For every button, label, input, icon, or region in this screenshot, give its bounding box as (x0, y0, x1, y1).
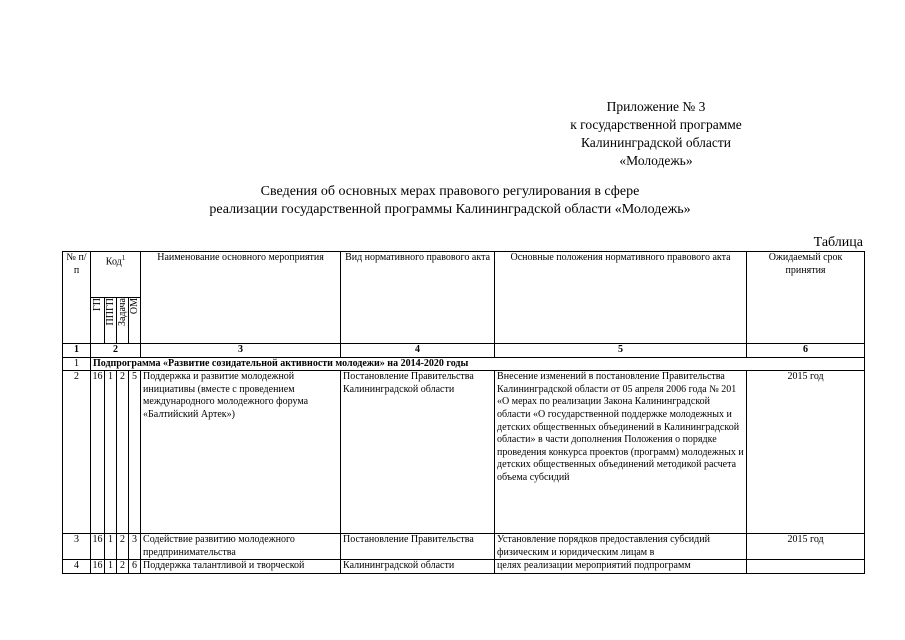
row-provisions: целях реализации мероприятий подпрограмм (495, 560, 747, 574)
footnote-mark: 1 (121, 254, 126, 262)
table-row (63, 560, 865, 574)
table-label: Таблица (813, 235, 863, 250)
subprogram-title: Подпрограмма «Развитие созидательной активности молодежи» на 2014-2020 годы (91, 357, 865, 371)
header-provisions: Основные положения нормативного правового акта (495, 252, 747, 344)
row-num: 3 (63, 534, 91, 560)
appendix-line: Калининградской области (580, 135, 732, 150)
row-measure-name: Поддержка и развитие молодежной инициативы (вместе с проведением международного молодежного форума «Балтийский Артек») (141, 371, 341, 534)
subprogram-row (63, 357, 865, 371)
row-act-type: Калининградской области (341, 560, 495, 574)
column-number: 5 (495, 344, 747, 358)
row-code: 2 (117, 534, 129, 560)
row-code: 1 (105, 534, 117, 560)
column-number: 3 (141, 344, 341, 358)
header-act-type: Вид нормативного правового акта (341, 252, 495, 344)
row-code: 1 (105, 560, 117, 574)
row-code: 5 (129, 371, 141, 534)
header-code (91, 252, 141, 298)
column-number: 2 (91, 344, 141, 358)
header-code-om (129, 298, 141, 344)
appendix-line: «Молодежь» (619, 153, 693, 168)
title-line: Сведения об основных мерах правового регулирования в сфере (260, 184, 640, 199)
title-line: реализации государственной программы Калининградской области «Молодежь» (209, 202, 691, 217)
header-num: № п/п (63, 252, 91, 344)
column-number: 6 (747, 344, 865, 358)
row-term: 2015 год (747, 534, 865, 560)
row-code: 1 (105, 371, 117, 534)
appendix-line: к государственной программе (570, 117, 742, 132)
row-act-type: Постановление Правительства Калининградской области (341, 371, 495, 534)
row-code: 3 (129, 534, 141, 560)
row-provisions: Внесение изменений в постановление Правительства Калининградской области от 05 апреля 2006 года № 201 «О мерах по реализации Закона Калининградской области «О государственной поддержке молодежных и детских общественных объединений в Калининградской области» в части дополнения Положения о порядке проведения конкурса проектов (программ) молодежных и детских общественных объединений методикой расчета объема субсидий (495, 371, 747, 534)
column-number: 1 (63, 344, 91, 358)
row-measure-name: Содействие развитию молодежного предпринимательства (141, 534, 341, 560)
header-code-ppgp (105, 298, 117, 344)
row-code: 16 (91, 560, 105, 574)
row-code: 2 (117, 371, 129, 534)
row-code: 6 (129, 560, 141, 574)
table-row (63, 371, 865, 534)
row-provisions: Установление порядков предоставления субсидий физическим и юридическим лицам в (495, 534, 747, 560)
document-title (150, 183, 750, 219)
row-term: 2015 год (747, 371, 865, 534)
header-code-task (117, 298, 129, 344)
header-code-sub: ППГП (105, 298, 116, 326)
column-number-row (63, 344, 865, 358)
header-code-sub: Задача (117, 298, 128, 327)
row-code: 2 (117, 560, 129, 574)
header-term: Ожидаемый срок принятия (747, 252, 865, 344)
table-row (63, 534, 865, 560)
row-code: 16 (91, 371, 105, 534)
header-code-label: Код (105, 256, 122, 268)
header-code-gp (91, 298, 105, 344)
appendix-header (526, 98, 786, 170)
header-code-sub: ГП (92, 298, 103, 312)
row-num: 1 (63, 357, 91, 371)
row-measure-name: Поддержка талантливой и творческой (141, 560, 341, 574)
row-act-type: Постановление Правительства (341, 534, 495, 560)
appendix-line: Приложение № 3 (606, 99, 706, 114)
measures-table (62, 251, 865, 574)
column-number: 4 (341, 344, 495, 358)
row-code: 16 (91, 534, 105, 560)
header-name: Наименование основного мероприятия (141, 252, 341, 344)
header-code-sub: ОМ (129, 298, 141, 315)
row-term (747, 560, 865, 574)
row-num: 4 (63, 560, 91, 574)
row-num: 2 (63, 371, 91, 534)
